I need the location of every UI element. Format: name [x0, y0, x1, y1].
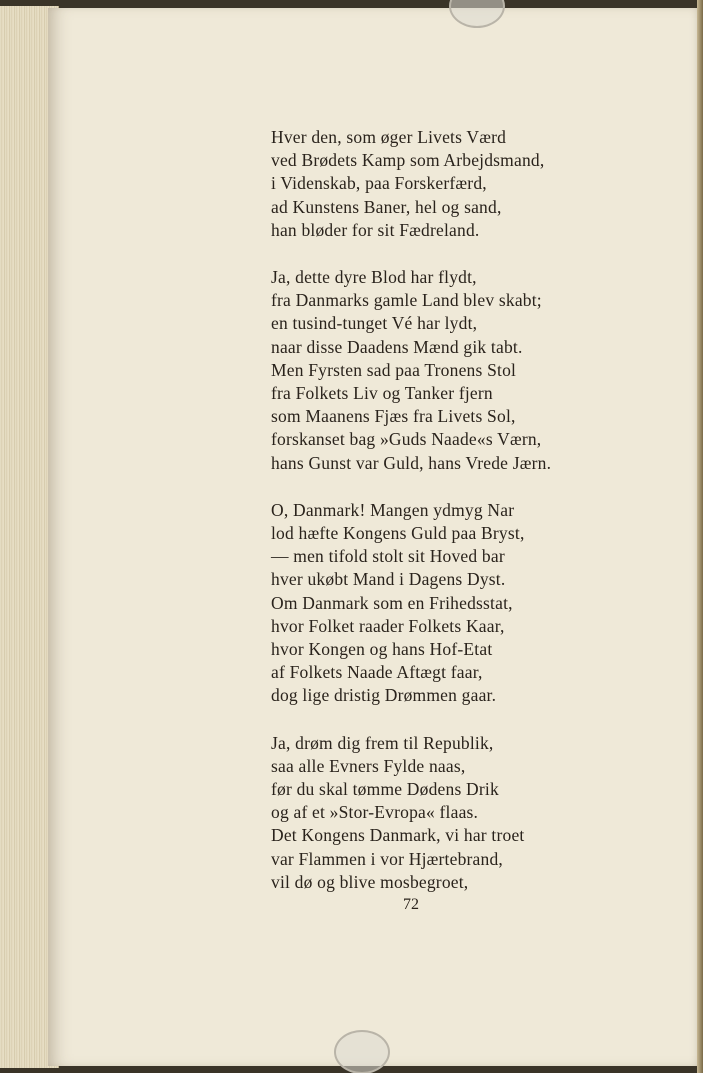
poem-line: ved Brødets Kamp som Arbejdsmand, — [271, 150, 545, 171]
poem-line: Det Kongens Danmark, vi har troet — [271, 825, 525, 846]
poem-line: Ja, dette dyre Blod har flydt, — [271, 267, 477, 288]
poem-line: lod hæfte Kongens Guld paa Bryst, — [271, 523, 525, 544]
poem-line: hvor Folket raader Folkets Kaar, — [271, 615, 505, 636]
poem-line: — men tifold stolt sit Hoved bar — [271, 546, 505, 567]
poem-line: Om Danmark som en Frihedsstat, — [271, 592, 513, 613]
poem-line: fra Danmarks gamle Land blev skabt; — [271, 290, 542, 311]
poem-line: fra Folkets Liv og Tanker fjern — [271, 383, 493, 404]
poem-text — [271, 126, 671, 918]
stanza — [271, 732, 671, 894]
poem-line: i Videnskab, paa Forskerfærd, — [271, 173, 487, 194]
poem-line: Hver den, som øger Livets Værd — [271, 127, 507, 147]
page-number: 72 — [403, 896, 419, 913]
poem-line: som Maanens Fjæs fra Livets Sol, — [271, 406, 516, 427]
poem-line: Ja, drøm dig frem til Republik, — [271, 732, 494, 753]
poem-line: før du skal tømme Dødens Drik — [271, 779, 499, 800]
poem-line: en tusind-tunget Vé har lydt, — [271, 313, 478, 334]
poem-line: dog lige dristig Drømmen gaar. — [271, 685, 497, 706]
stanza — [271, 499, 671, 708]
poem-line: af Folkets Naade Aftægt faar, — [271, 662, 483, 683]
poem-line: hver ukøbt Mand i Dagens Dyst. — [271, 569, 506, 590]
stanza — [271, 126, 671, 242]
poem-line: var Flammen i vor Hjærtebrand, — [271, 848, 503, 869]
poem-line: O, Danmark! Mangen ydmyg Nar — [271, 499, 515, 520]
poem-line: ad Kunstens Baner, hel og sand, — [271, 196, 502, 217]
poem-line: saa alle Evners Fylde naas, — [271, 755, 466, 776]
poem-line: hans Gunst var Guld, hans Vrede Jærn. — [271, 452, 552, 473]
poem-line: Men Fyrsten sad paa Tronens Stol — [271, 359, 517, 380]
poem-line: naar disse Daadens Mænd gik tabt. — [271, 336, 523, 357]
poem-line: han bløder for sit Fædreland. — [271, 219, 480, 240]
poem-line: hvor Kongen og hans Hof-Etat — [271, 639, 493, 660]
cover-edge — [697, 0, 703, 1073]
poem-line: forskanset bag »Guds Naade«s Værn, — [271, 429, 542, 450]
poem-line: og af et »Stor-Evropa« flaas. — [271, 802, 479, 823]
bottom-clip — [334, 1030, 390, 1073]
stanza — [271, 266, 671, 475]
poem-line: vil dø og blive mosbegroet, — [271, 871, 469, 892]
